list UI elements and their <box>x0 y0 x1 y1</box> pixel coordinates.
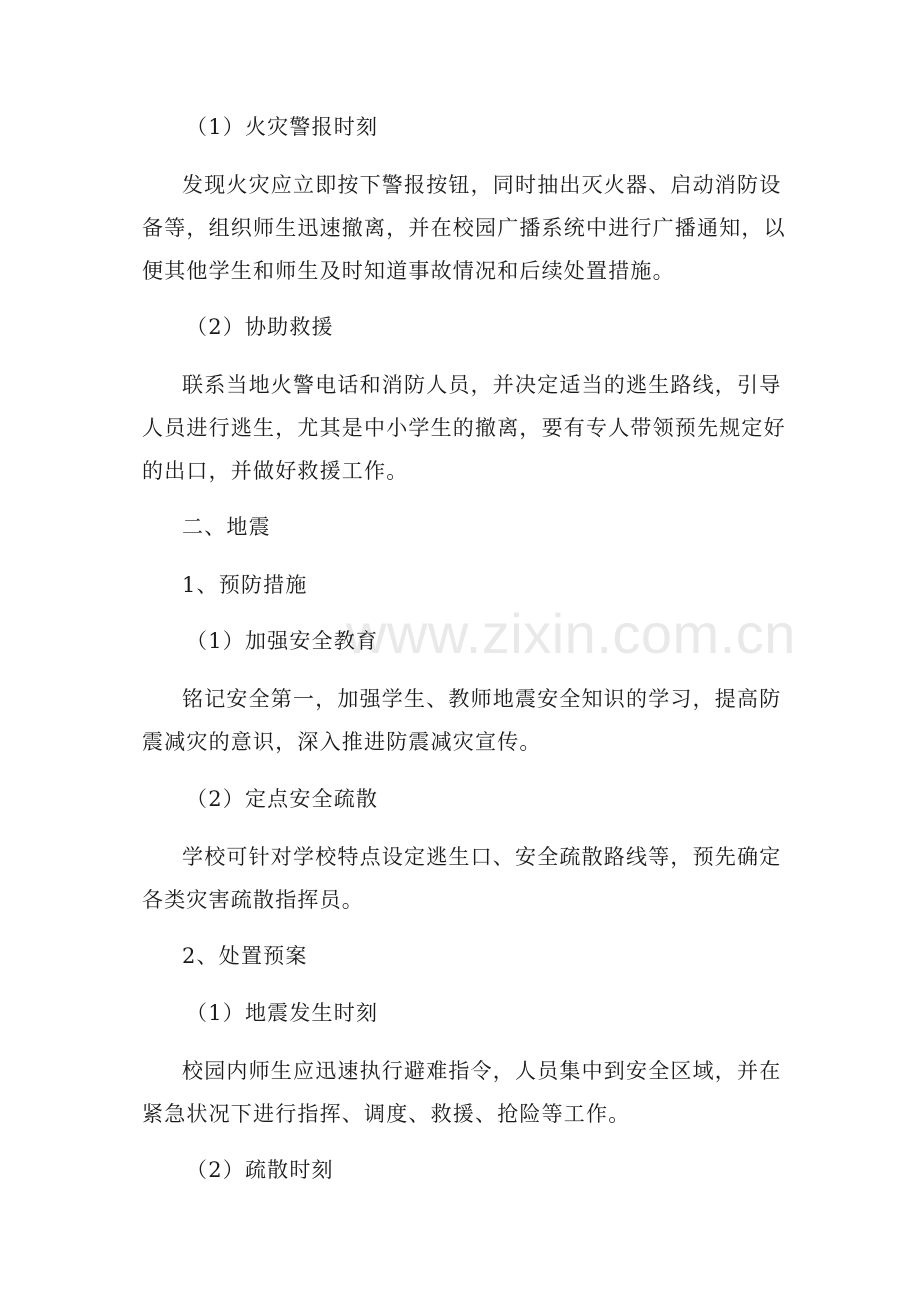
paragraph-line: 紧急状况下进行指挥、调度、救援、抢险等工作。 <box>142 1102 631 1126</box>
paragraph-line: 发现火灾应立即按下警报按钮，同时抽出灭火器、启动消防设 <box>182 173 782 197</box>
paragraph-line: 震减灾的意识，深入推进防震减灾宣传。 <box>142 730 542 754</box>
paragraph-line: 学校可针对学校特点设定逃生口、安全疏散路线等，预先确定 <box>182 845 782 869</box>
paragraph-line: 的出口，并做好救援工作。 <box>142 459 409 483</box>
subheading-evacuation-points: （2）定点安全疏散 <box>186 787 379 811</box>
paragraph-line: 联系当地火警电话和消防人员，并决定适当的逃生路线，引导 <box>182 373 782 397</box>
watermark: www.zixin.com.cn <box>346 602 796 665</box>
subheading-rescue: （2）协助救援 <box>186 315 334 339</box>
subsection-heading-response-plan: 2、处置预案 <box>182 944 308 968</box>
paragraph-line: 便其他学生和师生及时知道事故情况和后续处置措施。 <box>142 259 675 283</box>
subheading-fire-alarm: （1）火灾警报时刻 <box>186 115 379 139</box>
paragraph-line: 校园内师生应迅速执行避难指令，人员集中到安全区域，并在 <box>182 1059 782 1083</box>
paragraph-line: 各类灾害疏散指挥员。 <box>142 888 364 912</box>
section-heading-earthquake: 二、地震 <box>182 515 271 539</box>
paragraph-line: 铭记安全第一，加强学生、教师地震安全知识的学习，提高防 <box>182 687 782 711</box>
subheading-safety-education: （1）加强安全教育 <box>186 629 379 653</box>
subheading-earthquake-occurs: （1）地震发生时刻 <box>186 1001 379 1025</box>
subsection-heading-prevention: 1、预防措施 <box>182 573 308 597</box>
paragraph-line: 备等，组织师生迅速撤离，并在校园广播系统中进行广播通知，以 <box>142 216 786 240</box>
subheading-evacuation-time: （2）疏散时刻 <box>186 1158 334 1182</box>
paragraph-line: 人员进行逃生，尤其是中小学生的撤离，要有专人带领预先规定好 <box>142 416 786 440</box>
